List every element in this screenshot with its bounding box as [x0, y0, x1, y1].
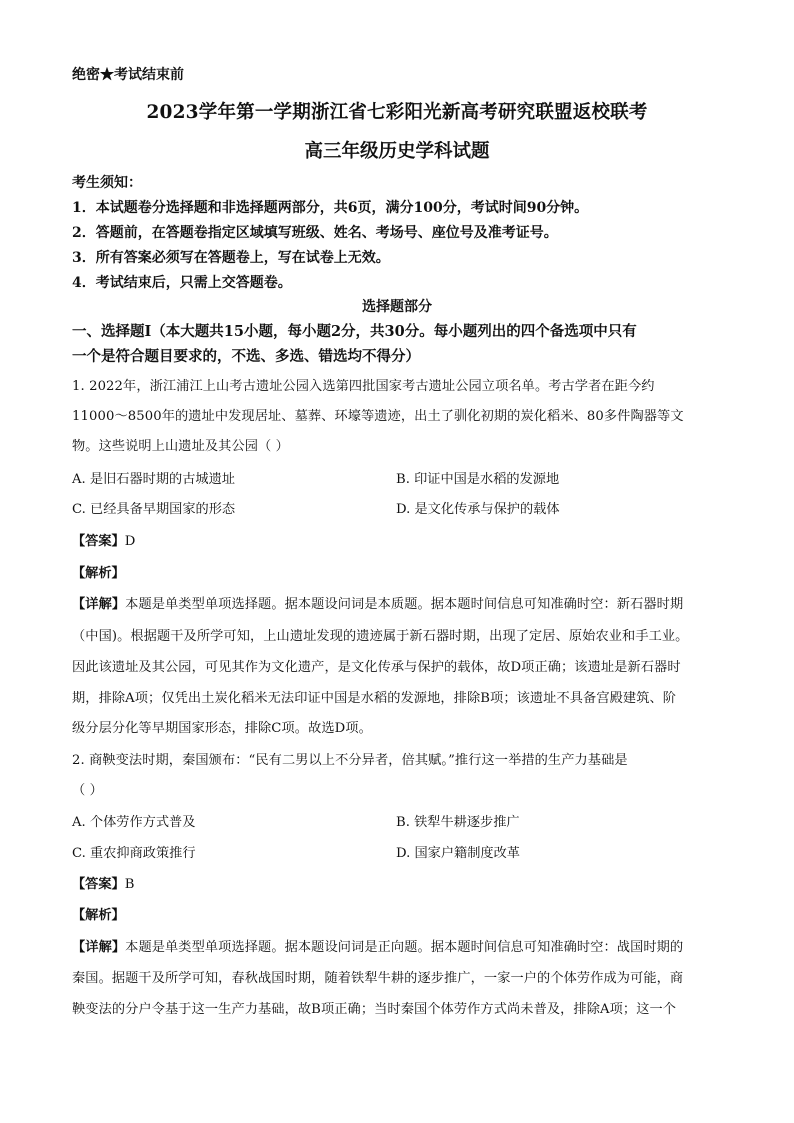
part-title: 选择题部分	[362, 299, 432, 315]
notice-item: 1．本试题卷分选择题和非选择题两部分，共6页，满分100分，考试时间90分钟。	[72, 200, 589, 216]
q1-detail: （中国)。根据题干及所学可知，上山遗址发现的遗迹属于新石器时期，出现了定居、原始农业和手工业。	[72, 629, 689, 644]
q2-option-d: D. 国家户籍制度改革	[396, 846, 520, 861]
section-heading-cont: 一个是符合题目要求的，不选、多选、错选均不得分）	[72, 348, 420, 365]
q1-option-c: C. 已经具备早期国家的形态	[72, 502, 236, 517]
detail-text: 本题是单类型单项选择题。据本题设问词是本质题。据本题时间信息可知准确时空：新石器时期	[125, 597, 684, 612]
detail-tag: 【详解】	[72, 597, 126, 612]
section-heading: 一、选择题Ⅰ（本大题共15小题，每小题2分，共30分。每小题列出的四个备选项中只有	[72, 323, 637, 340]
q1-stem: 1. 2022年，浙江浦江上山考古遗址公园入选第四批国家考古遗址公园立项名单。考古学者在距今约	[72, 379, 655, 394]
notice-heading: 考生须知：	[72, 175, 142, 191]
q2-answer	[72, 873, 134, 892]
answer-tag: 【答案】	[72, 534, 125, 549]
notice-item: 2．答题前，在答题卷指定区域填写班级、姓名、考场号、座位号及准考证号。	[72, 225, 558, 241]
confidential-label: 绝密★考试结束前	[72, 67, 184, 83]
analysis-tag: 【解析】	[72, 908, 125, 923]
answer-value: D	[124, 534, 136, 549]
q1-option-d: D. 是文化传承与保护的载体	[396, 502, 560, 517]
q2-stem: （ ）	[72, 783, 103, 798]
q2-analysis	[72, 904, 125, 923]
q1-analysis	[72, 562, 125, 581]
q2-detail	[72, 936, 683, 955]
q1-detail: 因此该遗址及其公园，可见其作为文化遗产，是文化传承与保护的载体，故D项正确；该遗址是新石器时	[72, 660, 681, 675]
exam-subtitle: 高三年级历史学科试题	[304, 141, 490, 162]
exam-title: 2023学年第一学期浙江省七彩阳光新高考研究联盟返校联考	[146, 102, 648, 123]
q2-detail: 秦国。据题干及所学可知，春秋战国时期，随着铁犁牛耕的逐步推广，一家一户的个体劳作成为可能，商	[72, 971, 684, 986]
q2-option-a: A. 个体劳作方式普及	[72, 815, 196, 830]
q1-answer	[72, 530, 135, 549]
q2-detail: 鞅变法的分户令基于这一生产力基础，故B项正确；当时秦国个体劳作方式尚未普及，排除A项；这一个	[72, 1002, 677, 1017]
notice-item: 4．考试结束后，只需上交答题卷。	[72, 275, 292, 291]
q1-stem: 物。这些说明上山遗址及其公园（ ）	[72, 439, 289, 454]
q1-detail	[72, 593, 683, 612]
detail-text: 本题是单类型单项选择题。据本题设问词是正向题。据本题时间信息可知准确时空：战国时期的	[125, 940, 684, 955]
answer-value: B	[124, 877, 135, 892]
q2-stem: 2. 商鞅变法时期，秦国颁布：“民有二男以上不分异者，倍其赋。”推行这一举措的生产力基础是	[72, 753, 628, 768]
q2-option-b: B. 铁犁牛耕逐步推广	[396, 815, 520, 830]
q1-option-a: A. 是旧石器时期的古城遗址	[72, 472, 235, 487]
q1-detail: 级分层分化等早期国家形态，排除C项。故选D项。	[72, 721, 372, 736]
detail-tag: 【详解】	[72, 940, 126, 955]
q1-detail: 期，排除A项；仅凭出土炭化稻米无法印证中国是水稻的发源地，排除B项；该遗址不具备宫殿建筑、阶	[72, 691, 677, 706]
q2-option-c: C. 重农抑商政策推行	[72, 846, 196, 861]
q1-option-b: B. 印证中国是水稻的发源地	[396, 472, 560, 487]
notice-item: 3．所有答案必须写在答题卷上，写在试卷上无效。	[72, 250, 390, 266]
analysis-tag: 【解析】	[72, 566, 125, 581]
answer-tag: 【答案】	[72, 877, 125, 892]
q1-stem: 11000～8500年的遗址中发现居址、墓葬、环壕等遗迹，出土了驯化初期的炭化稻米、80多件陶器等文	[72, 409, 684, 424]
